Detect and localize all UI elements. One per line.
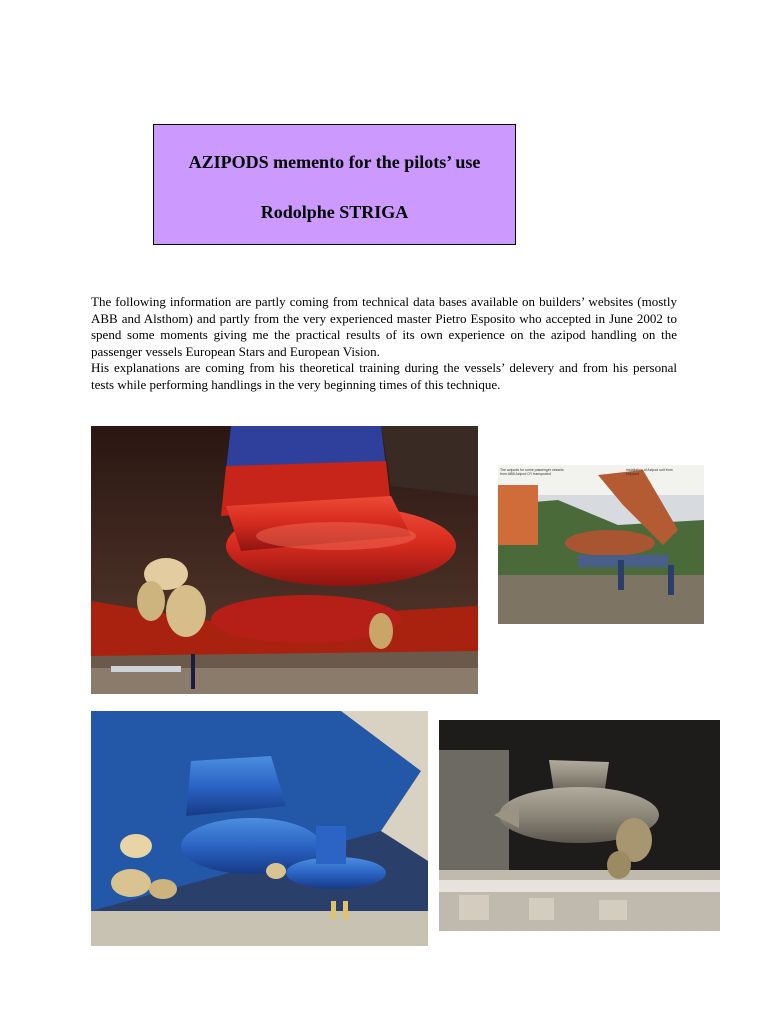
svg-text:Installation of Azipod unit fr: Installation of Azipod unit from <box>626 468 673 472</box>
photo-blue-azipods <box>91 711 428 946</box>
svg-text:shipyard: shipyard <box>626 472 640 476</box>
svg-text:from ABB Azipod OY transported: from ABB Azipod OY transported <box>500 472 551 476</box>
photo-steel-azipod <box>439 720 720 931</box>
document-title: AZIPODS memento for the pilots’ use <box>188 152 481 172</box>
intro-text <box>91 294 677 393</box>
intro-paragraph-2: His explanations are coming from his theoretical training during the vessels’ delevery and from his personal tests while performing handlings in the very beginning times of this technique. <box>91 360 677 392</box>
title-box <box>153 124 516 245</box>
photo-azipod-transport <box>498 465 704 624</box>
svg-text:The azipods for some passenger: The azipods for some passenger vessels <box>500 468 564 472</box>
author-name: Rodolphe STRIGA <box>260 202 409 222</box>
photo-red-azipod <box>91 426 478 694</box>
intro-paragraph-1: The following information are partly coming from technical data bases available on builders’ websites (mostly ABB and Alsthom) and partly from the very experienced master Pietro Esposito who accepted in June 2002 to spend some moments giving me the practical results of its own experience on the azipod handling on the passenger vessels European Stars and European Vision. <box>91 294 677 359</box>
